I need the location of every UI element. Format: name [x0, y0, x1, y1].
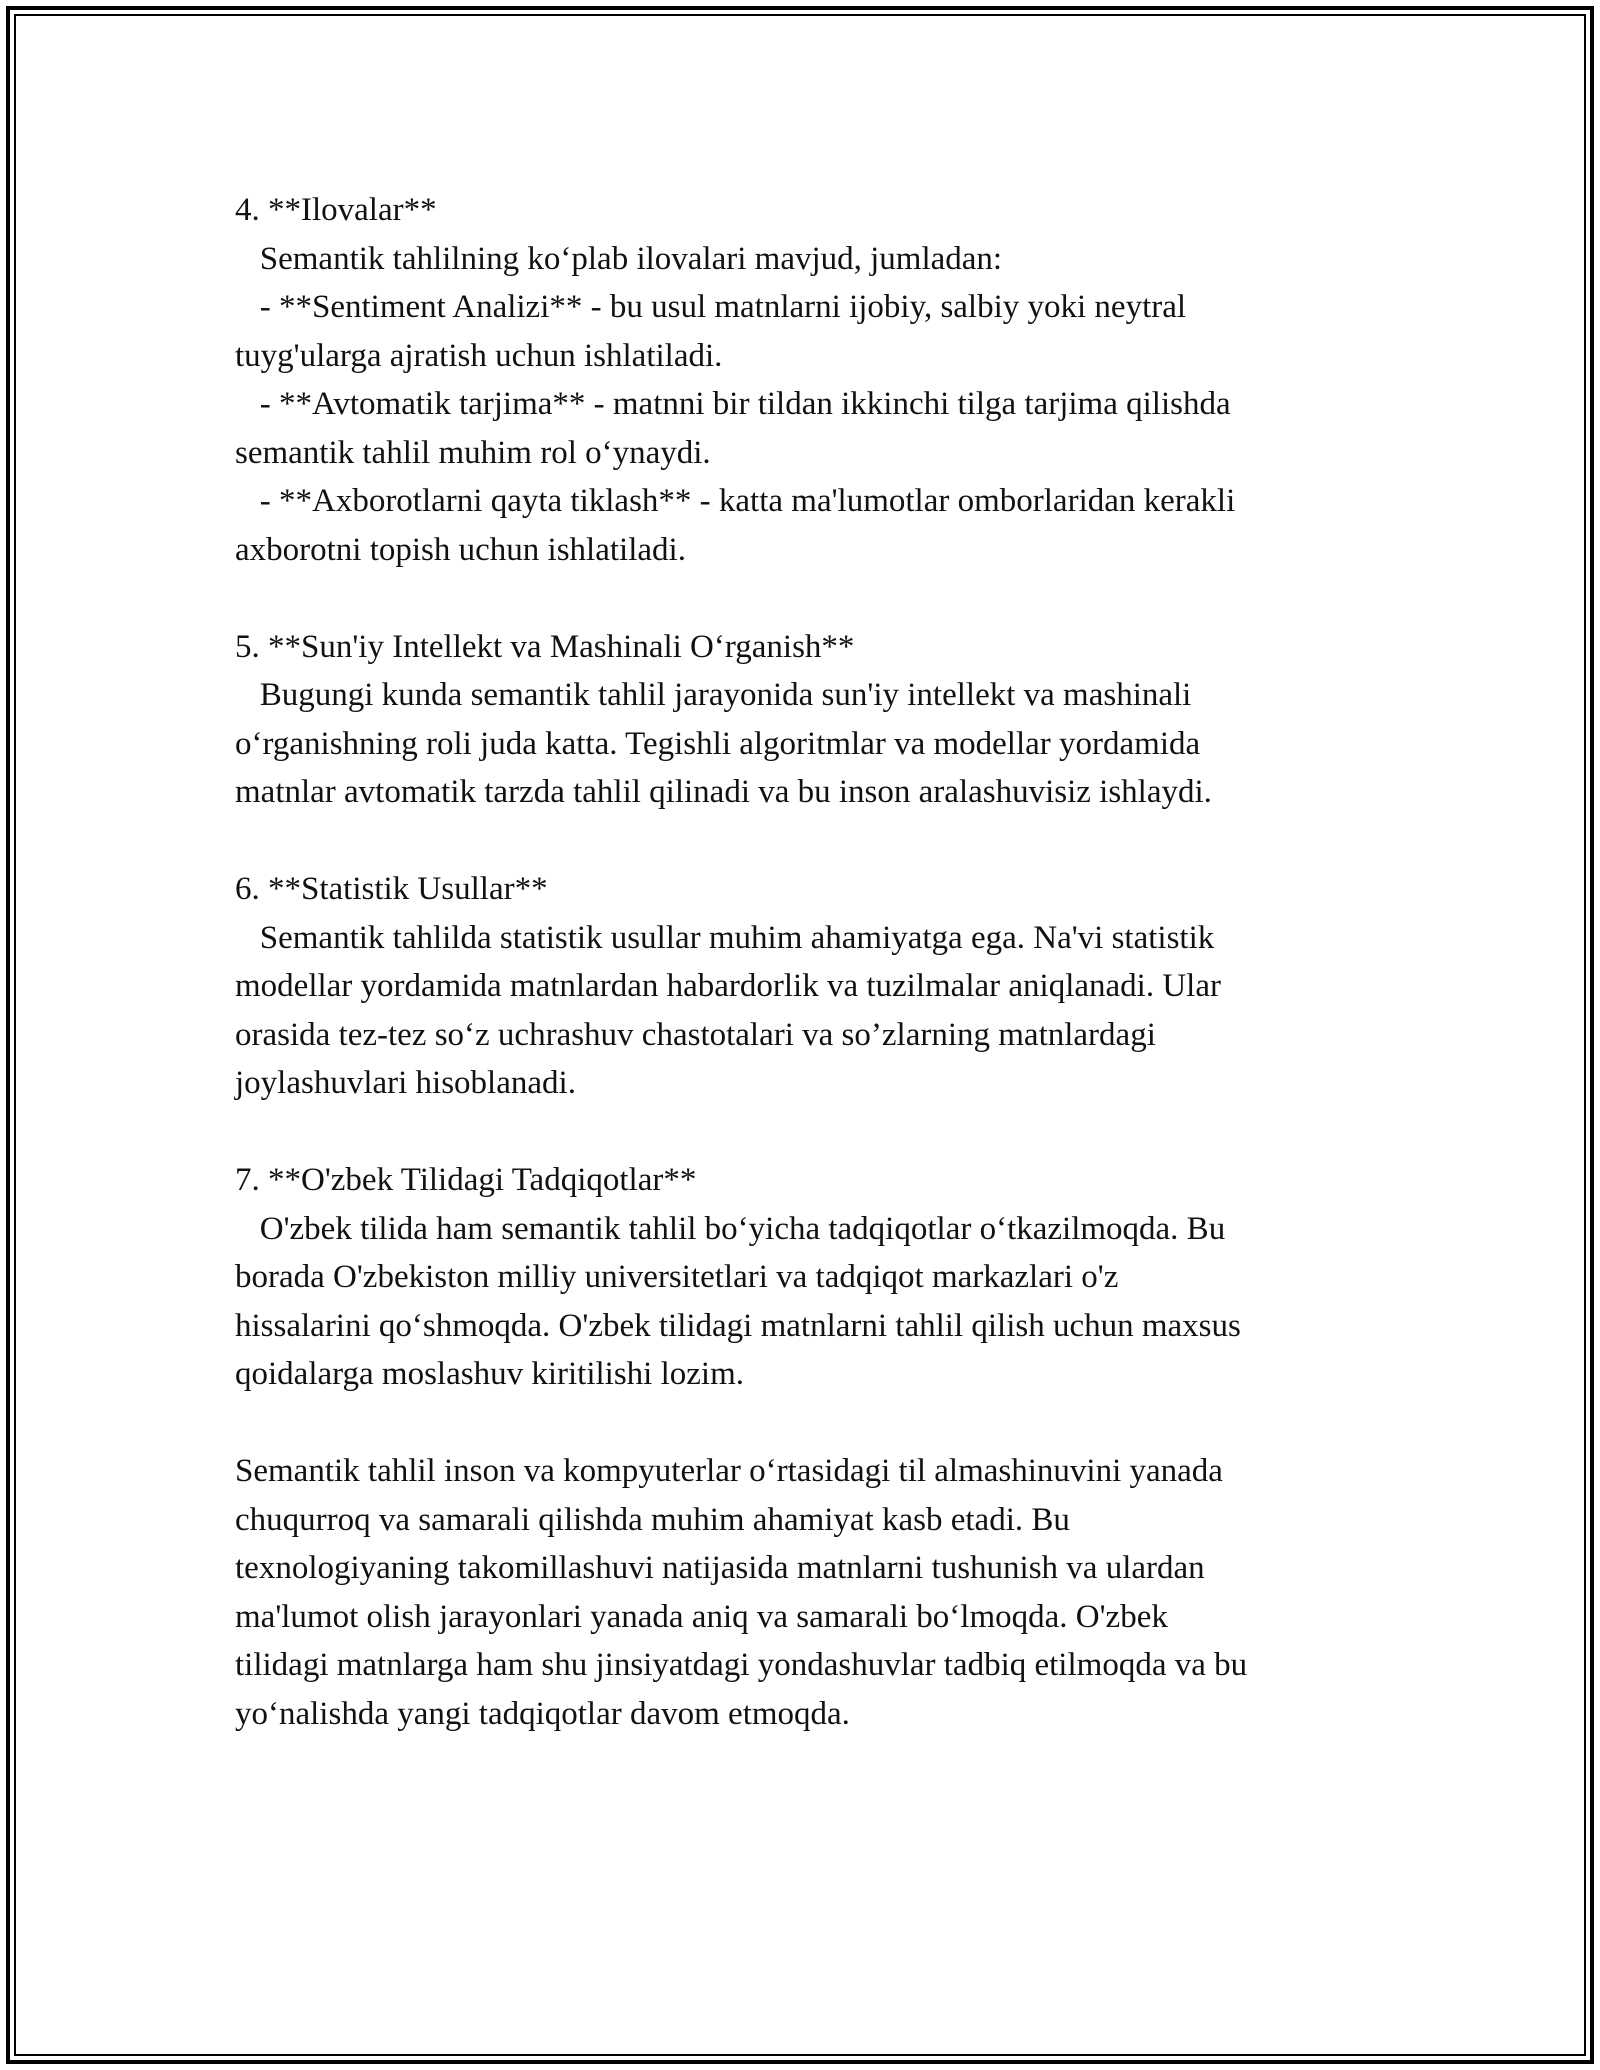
- paragraph-line: hissalarini qo‘shmoqda. O'zbek tilidagi matnlarni tahlil qilish uchun maxsus: [235, 1307, 1241, 1344]
- paragraph-gap: [235, 1399, 1385, 1448]
- paragraph-line: modellar yordamida matnlardan habardorlik va tuzilmalar aniqlanadi. Ular: [235, 968, 1221, 1004]
- paragraph-line: yo‘nalishda yangi tadqiqotlar davom etmoqda.: [235, 1695, 850, 1732]
- section-heading: 4. **Ilovalar**: [235, 192, 437, 228]
- conclusion-paragraph: [235, 1447, 1385, 1738]
- section-ozbek-tadqiqotlar: [235, 1156, 1385, 1399]
- paragraph-line: - **Axborotlarni qayta tiklash** - katta ma'lumotlar omborlaridan kerakli: [235, 483, 1236, 519]
- paragraph-line: - **Avtomatik tarjima** - matnni bir tildan ikkinchi tilga tarjima qilishda: [235, 386, 1231, 422]
- paragraph-line: ma'lumot olish jarayonlari yanada aniq va samarali bo‘lmoqda. O'zbek: [235, 1598, 1168, 1635]
- paragraph-line: texnologiyaning takomillashuvi natijasida matnlarni tushunish va ulardan: [235, 1550, 1205, 1586]
- paragraph-line: Semantik tahlilning ko‘plab ilovalari mavjud, jumladan:: [235, 240, 1003, 277]
- paragraph-line: Semantik tahlilda statistik usullar muhim ahamiyatga ega. Na'vi statistik: [235, 919, 1215, 956]
- paragraph-line: orasida tez-tez so‘z uchrashuv chastotalari va so’zlarning matnlardagi: [235, 1016, 1156, 1053]
- paragraph-gap: [235, 817, 1385, 866]
- section-statistik-usullar: [235, 865, 1385, 1108]
- paragraph-line: axborotni topish uchun ishlatiladi.: [235, 531, 686, 568]
- paragraph-line: chuqurroq va samarali qilishda muhim ahamiyat kasb etadi. Bu: [235, 1501, 1070, 1538]
- paragraph-line: o‘rganishning roli juda katta. Tegishli algoritmlar va modellar yordamida: [235, 725, 1201, 762]
- paragraph-line: joylashuvlari hisoblanadi.: [235, 1065, 576, 1101]
- section-heading: 6. **Statistik Usullar**: [235, 871, 548, 907]
- paragraph-line: qoidalarga moslashuv kiritilishi lozim.: [235, 1356, 745, 1392]
- section-suniy-intellekt: [235, 623, 1385, 817]
- document-body: [235, 186, 1385, 1738]
- section-heading: 7. **O'zbek Tilidagi Tadqiqotlar**: [235, 1162, 697, 1198]
- paragraph-gap: [235, 1108, 1385, 1157]
- paragraph-line: semantik tahlil muhim rol o‘ynaydi.: [235, 434, 711, 471]
- paragraph-line: borada O'zbekiston milliy universitetlari va tadqiqot markazlari o'z: [235, 1259, 1119, 1295]
- paragraph-line: tuyg'ularga ajratish uchun ishlatiladi.: [235, 337, 723, 374]
- paragraph-line: Bugungi kunda semantik tahlil jarayonida sun'iy intellekt va mashinali: [235, 677, 1192, 713]
- paragraph-line: matnlar avtomatik tarzda tahlil qilinadi va bu inson aralashuvisiz ishlaydi.: [235, 774, 1212, 810]
- paragraph-line: tilidagi matnlarga ham shu jinsiyatdagi yondashuvlar tadbiq etilmoqda va bu: [235, 1647, 1248, 1683]
- paragraph-line: - **Sentiment Analizi** - bu usul matnlarni ijobiy, salbiy yoki neytral: [235, 289, 1187, 325]
- paragraph-line: Semantik tahlil inson va kompyuterlar o‘rtasidagi til almashinuvini yanada: [235, 1453, 1223, 1489]
- section-ilovalar: [235, 186, 1385, 574]
- paragraph-gap: [235, 574, 1385, 623]
- paragraph-line: O'zbek tilida ham semantik tahlil bo‘yicha tadqiqotlar o‘tkazilmoqda. Bu: [235, 1210, 1226, 1247]
- section-heading: 5. **Sun'iy Intellekt va Mashinali O‘rganish**: [235, 628, 855, 665]
